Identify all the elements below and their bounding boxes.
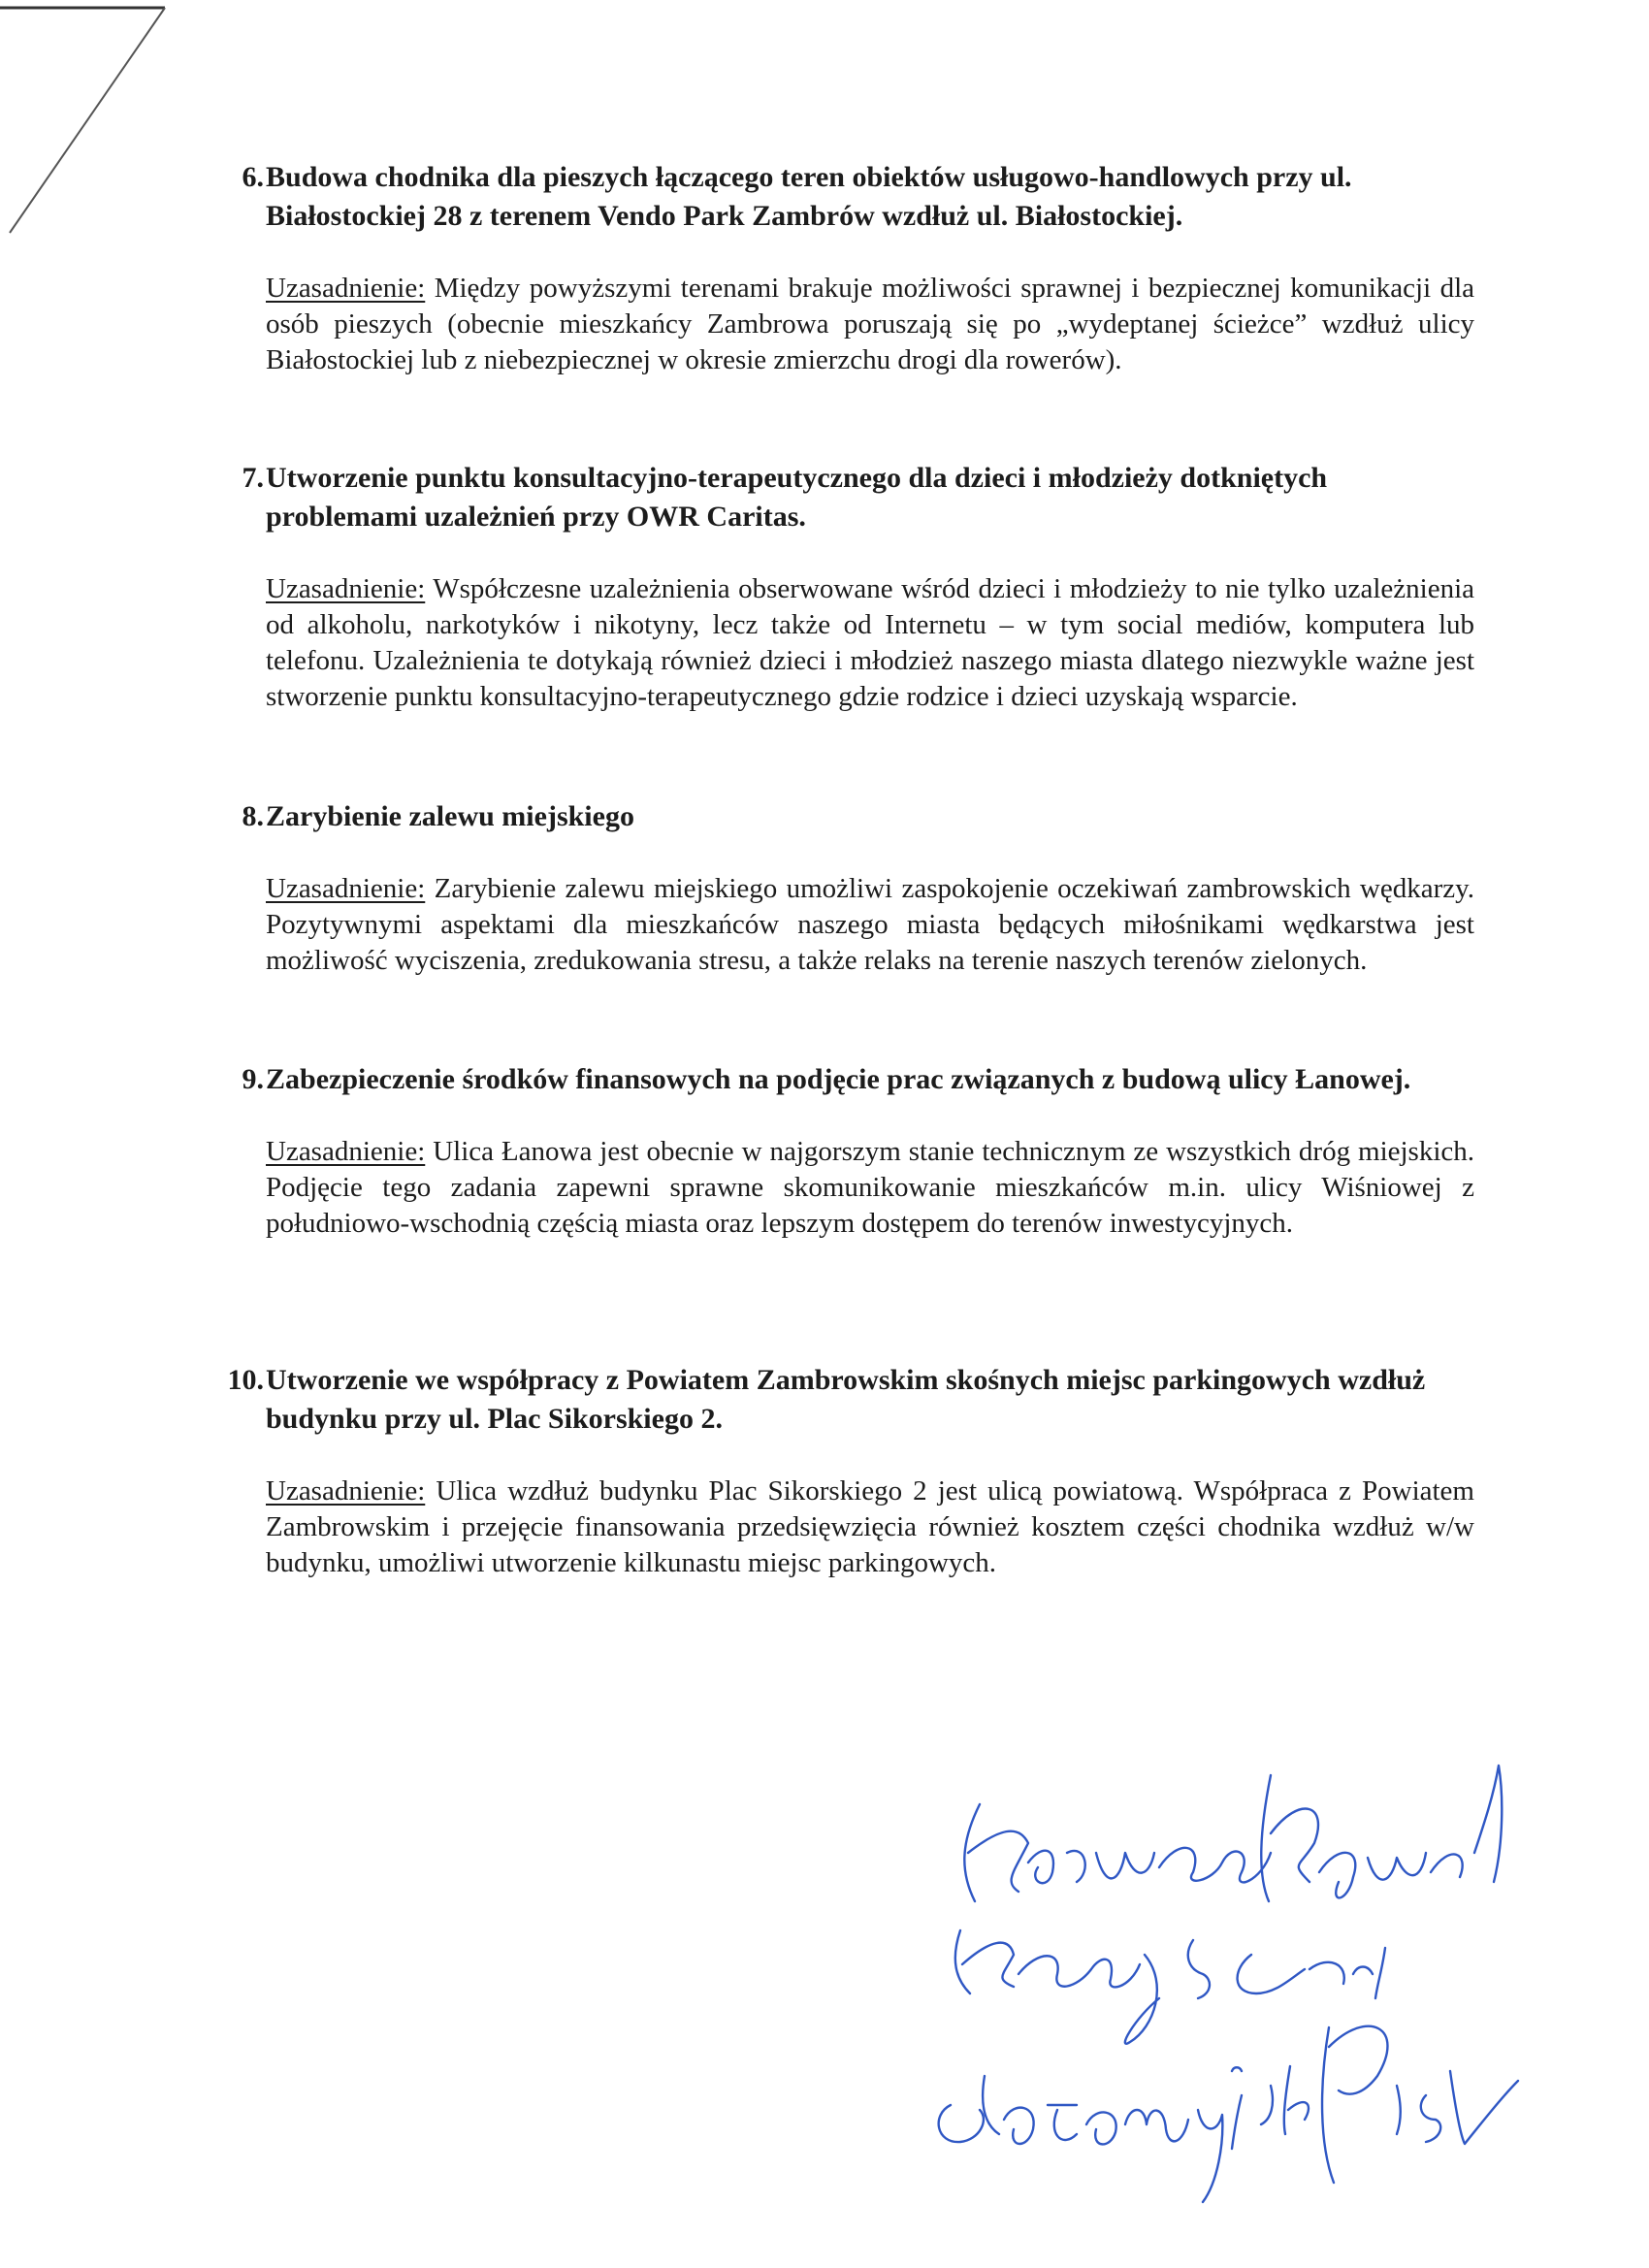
justification bbox=[266, 271, 1474, 378]
justification-label: Uzasadnienie: bbox=[266, 273, 426, 304]
justification-label: Uzasadnienie: bbox=[266, 1475, 426, 1507]
list-item bbox=[213, 1060, 1474, 1242]
item-number: 10. bbox=[227, 1364, 264, 1396]
item-title: Utworzenie we współpracy z Powiatem Zambrowskim skośnych miejsc parkingowych wzdłuż budynku przy ul. Plac Sikorskiego 2. bbox=[266, 1364, 1426, 1435]
justification-text: Ulica Łanowa jest obecnie w najgorszym stanie technicznym ze wszystkich dróg miejskich. Podjęcie tego zadania zapewni sprawne skomunikowanie mieszkańców m.in. ulicy Wiśniowej z południowo-wschodnią częścią miasta oraz lepszym dostępem do terenów inwestycyjnych. bbox=[266, 1136, 1475, 1239]
handwritten-signatures bbox=[922, 1736, 1523, 2221]
item-number: 8. bbox=[242, 800, 264, 832]
signature-1 bbox=[964, 1766, 1502, 1901]
list-item bbox=[213, 459, 1474, 715]
justification bbox=[266, 871, 1474, 979]
justification-text: Między powyższymi terenami brakuje możliwości sprawnej i bezpiecznej komunikacji dla osób pieszych (obecnie mieszkańcy Zambrowa poruszają się po „wydeptanej ścieżce” wzdłuż ulicy Białostockiej lub z niebezpiecznej w okresie zmierzchu drogi dla rowerów). bbox=[266, 273, 1475, 375]
justification bbox=[266, 1474, 1474, 1581]
justification-label: Uzasadnienie: bbox=[266, 573, 426, 604]
justification-label: Uzasadnienie: bbox=[266, 1136, 426, 1167]
justification-label: Uzasadnienie: bbox=[266, 873, 426, 904]
item-number: 6. bbox=[242, 161, 264, 193]
item-number: 9. bbox=[242, 1063, 264, 1095]
signature-2 bbox=[955, 1930, 1385, 2044]
signature-3 bbox=[939, 2026, 1518, 2202]
item-title: Zabezpieczenie środków finansowych na podjęcie prac związanych z budową ulicy Łanowej. bbox=[266, 1063, 1411, 1095]
item-title: Utworzenie punktu konsultacyjno-terapeutycznego dla dzieci i młodzieży dotkniętych problemami uzależnień przy OWR Caritas. bbox=[266, 462, 1328, 533]
item-title: Budowa chodnika dla pieszych łączącego teren obiektów usługowo-handlowych przy ul. Białostockiej 28 z terenem Vendo Park Zambrów wzdłuż ul. Białostockiej. bbox=[266, 161, 1352, 232]
justification bbox=[266, 1134, 1474, 1242]
list-item bbox=[213, 1361, 1474, 1581]
item-title: Zarybienie zalewu miejskiego bbox=[266, 800, 634, 832]
item-number: 7. bbox=[242, 462, 264, 494]
justification-text: Współczesne uzależnienia obserwowane wśród dzieci i młodzieży to nie tylko uzależnienia od alkoholu, narkotyków i nikotyny, lecz także od Internetu – w tym social mediów, komputera lub telefonu. Uzależnienia te dotykają również dzieci i młodzież naszego miasta dlatego niezwykle ważne jest stworzenie punktu konsultacyjno-terapeutycznego gdzie rodzice i dzieci uzyskają wsparcie. bbox=[266, 573, 1474, 712]
list-item bbox=[213, 797, 1474, 979]
justification bbox=[266, 571, 1474, 715]
scan-edge-mark bbox=[0, 0, 194, 252]
list-item bbox=[213, 158, 1474, 378]
justification-text: Zarybienie zalewu miejskiego umożliwi zaspokojenie oczekiwań zambrowskich wędkarzy. Pozytywnymi aspektami dla mieszkańców naszego miasta będących miłośnikami wędkarstwa jest możliwość wyciszenia, zredukowania stresu, a także relaks na terenie naszych terenów zielonych. bbox=[266, 873, 1475, 976]
justification-text: Ulica wzdłuż budynku Plac Sikorskiego 2 jest ulicą powiatową. Współpraca z Powiatem Zambrowskim i przejęcie finansowania przedsięwzięcia również kosztem części chodnika wzdłuż w/w budynku, umożliwi utworzenie kilkunastu miejsc parkingowych. bbox=[266, 1475, 1474, 1578]
